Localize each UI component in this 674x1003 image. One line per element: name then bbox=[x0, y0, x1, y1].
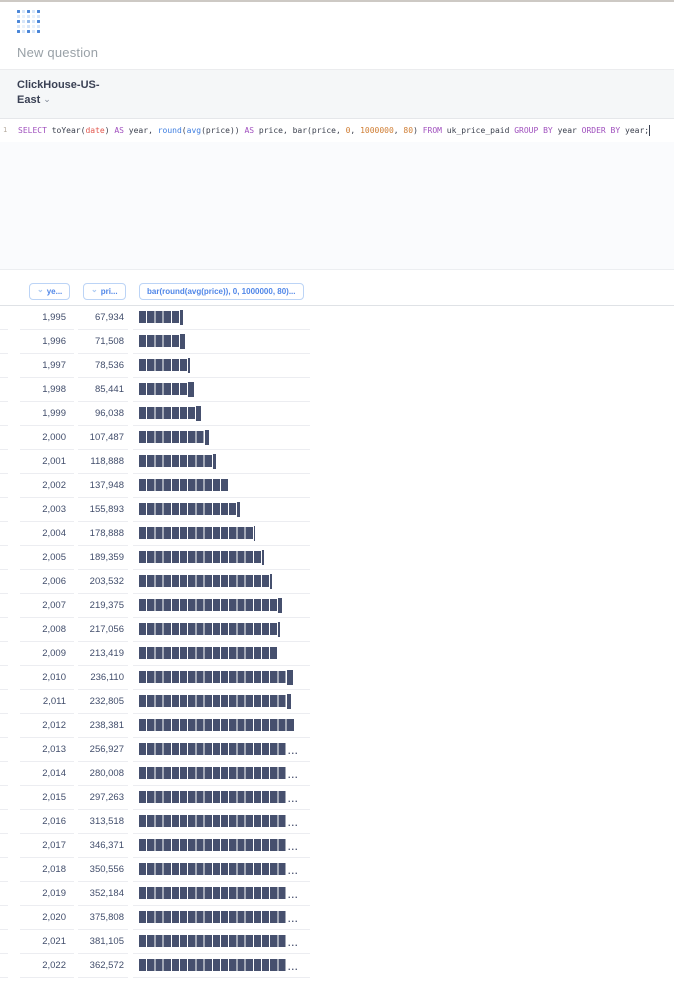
bar-glyphs bbox=[139, 358, 190, 373]
bar-cell bbox=[133, 642, 310, 666]
sql-token: year; bbox=[620, 125, 650, 135]
sql-token: date bbox=[85, 125, 105, 135]
bar-glyphs bbox=[139, 382, 194, 397]
bar-partial-block bbox=[270, 574, 272, 589]
bar-cell bbox=[133, 330, 310, 354]
bar-cell bbox=[133, 714, 310, 738]
row-gutter-cell bbox=[0, 354, 8, 378]
table-row bbox=[0, 498, 674, 522]
bar-cell bbox=[133, 858, 310, 882]
sql-token: , bbox=[393, 125, 404, 135]
bar-fill bbox=[139, 599, 277, 611]
logo-dot bbox=[32, 25, 35, 28]
row-gutter-cell bbox=[0, 858, 8, 882]
bar-glyphs bbox=[139, 430, 209, 445]
bar-fill bbox=[139, 335, 179, 347]
table-row bbox=[0, 858, 674, 882]
bar-fill bbox=[139, 647, 277, 659]
bar-partial-block bbox=[188, 382, 194, 397]
bar-cell bbox=[133, 450, 310, 474]
year-cell: 1,995 bbox=[20, 306, 74, 330]
table-row bbox=[0, 330, 674, 354]
row-gutter-cell bbox=[0, 522, 8, 546]
year-cell: 1,997 bbox=[20, 354, 74, 378]
row-gutter-cell bbox=[0, 786, 8, 810]
bar-truncation-ellipsis: ... bbox=[288, 913, 299, 924]
bar-glyphs bbox=[139, 502, 240, 517]
bar-fill bbox=[139, 743, 286, 755]
column-chip-0[interactable] bbox=[29, 283, 70, 300]
sql-token: (price)) bbox=[201, 125, 245, 135]
row-gutter-cell bbox=[0, 546, 8, 570]
price-cell: 297,263 bbox=[78, 786, 128, 810]
sql-editor-area[interactable] bbox=[0, 142, 674, 270]
year-cell: 2,022 bbox=[20, 954, 74, 978]
logo-dot bbox=[17, 20, 20, 23]
table-row bbox=[0, 666, 674, 690]
logo-dot bbox=[17, 30, 20, 33]
bar-fill bbox=[139, 959, 286, 971]
bar-cell bbox=[133, 474, 310, 498]
table-row bbox=[0, 810, 674, 834]
bar-fill bbox=[139, 671, 286, 683]
sql-token: 80 bbox=[403, 125, 414, 135]
logo-dot bbox=[17, 15, 20, 18]
sql-token: toYear( bbox=[46, 125, 86, 135]
bar-cell bbox=[133, 810, 310, 834]
logo-dot bbox=[22, 10, 25, 13]
row-gutter-cell bbox=[0, 306, 8, 330]
logo-dot bbox=[22, 20, 25, 23]
sql-token: 0 bbox=[345, 125, 351, 135]
table-row bbox=[0, 930, 674, 954]
table-row bbox=[0, 546, 674, 570]
app-header bbox=[0, 2, 674, 39]
year-cell: 2,008 bbox=[20, 618, 74, 642]
connection-name bbox=[17, 78, 657, 108]
year-cell: 2,018 bbox=[20, 858, 74, 882]
row-gutter-cell bbox=[0, 762, 8, 786]
price-cell: 96,038 bbox=[78, 402, 128, 426]
bar-truncation-ellipsis: ... bbox=[288, 961, 299, 972]
price-cell: 67,934 bbox=[78, 306, 128, 330]
bar-fill bbox=[139, 551, 261, 563]
bar-partial-block bbox=[262, 550, 264, 565]
logo-dot bbox=[27, 15, 30, 18]
bar-cell bbox=[133, 594, 310, 618]
year-cell: 2,004 bbox=[20, 522, 74, 546]
bar-glyphs bbox=[139, 598, 282, 613]
price-cell: 217,056 bbox=[78, 618, 128, 642]
bar-partial-block bbox=[213, 454, 216, 469]
text-caret bbox=[649, 125, 650, 136]
bar-partial-block bbox=[254, 526, 256, 541]
bar-truncation-ellipsis: ... bbox=[288, 889, 299, 900]
bar-fill bbox=[139, 359, 187, 371]
column-chip-label: ye... bbox=[46, 286, 63, 296]
year-cell: 2,006 bbox=[20, 570, 74, 594]
price-cell: 219,375 bbox=[78, 594, 128, 618]
bar-cell bbox=[133, 618, 310, 642]
price-cell: 350,556 bbox=[78, 858, 128, 882]
row-gutter-cell bbox=[0, 330, 8, 354]
table-row bbox=[0, 882, 674, 906]
year-cell: 2,014 bbox=[20, 762, 74, 786]
sql-token: SELECT bbox=[18, 125, 47, 135]
bar-cell bbox=[133, 786, 310, 810]
table-row bbox=[0, 450, 674, 474]
row-gutter-cell bbox=[0, 690, 8, 714]
bar-fill bbox=[139, 719, 294, 731]
bar-glyphs bbox=[139, 550, 264, 565]
logo-dot bbox=[27, 30, 30, 33]
sql-code bbox=[18, 125, 650, 136]
sql-token: 1000000 bbox=[360, 125, 394, 135]
row-gutter-cell bbox=[0, 666, 8, 690]
table-row bbox=[0, 690, 674, 714]
price-cell: 203,532 bbox=[78, 570, 128, 594]
bar-fill bbox=[139, 527, 253, 539]
price-cell: 107,487 bbox=[78, 426, 128, 450]
row-gutter-cell bbox=[0, 714, 8, 738]
bar-cell bbox=[133, 402, 310, 426]
table-row bbox=[0, 954, 674, 978]
year-cell: 1,999 bbox=[20, 402, 74, 426]
connection-selector[interactable] bbox=[0, 70, 674, 119]
logo-dot bbox=[22, 25, 25, 28]
year-cell: 1,998 bbox=[20, 378, 74, 402]
price-cell: 78,536 bbox=[78, 354, 128, 378]
price-cell: 71,508 bbox=[78, 330, 128, 354]
year-cell: 2,020 bbox=[20, 906, 74, 930]
year-cell: 2,003 bbox=[20, 498, 74, 522]
bar-glyphs bbox=[139, 719, 294, 731]
bar-glyphs bbox=[139, 670, 293, 685]
bar-cell bbox=[133, 882, 310, 906]
bar-cell bbox=[133, 906, 310, 930]
year-cell: 2,013 bbox=[20, 738, 74, 762]
bar-truncation-ellipsis: ... bbox=[288, 793, 299, 804]
page-title: New question bbox=[17, 45, 99, 60]
row-gutter-cell bbox=[0, 570, 8, 594]
bar-cell bbox=[133, 426, 310, 450]
bar-fill bbox=[139, 791, 286, 803]
row-gutter-cell bbox=[0, 594, 8, 618]
bar-glyphs bbox=[139, 791, 299, 803]
bar-partial-block bbox=[287, 694, 291, 709]
bar-partial-block bbox=[237, 502, 240, 517]
logo-dot bbox=[22, 30, 25, 33]
year-cell: 1,996 bbox=[20, 330, 74, 354]
row-gutter-cell bbox=[0, 378, 8, 402]
price-cell: 189,359 bbox=[78, 546, 128, 570]
year-cell: 2,005 bbox=[20, 546, 74, 570]
table-row bbox=[0, 738, 674, 762]
bar-fill bbox=[139, 887, 286, 899]
price-cell: 313,518 bbox=[78, 810, 128, 834]
row-gutter-cell bbox=[0, 954, 8, 978]
bar-fill bbox=[139, 839, 286, 851]
price-cell: 118,888 bbox=[78, 450, 128, 474]
logo-dot bbox=[37, 10, 40, 13]
bar-fill bbox=[139, 455, 212, 467]
bar-fill bbox=[139, 479, 228, 491]
row-gutter-cell bbox=[0, 810, 8, 834]
bar-glyphs bbox=[139, 406, 201, 421]
bar-fill bbox=[139, 911, 286, 923]
bar-glyphs bbox=[139, 334, 185, 349]
bar-glyphs bbox=[139, 622, 280, 637]
hex-logo[interactable] bbox=[17, 10, 40, 33]
sql-token: ) bbox=[104, 125, 115, 135]
sql-token: round bbox=[157, 125, 182, 135]
row-gutter-cell bbox=[0, 474, 8, 498]
row-gutter-cell bbox=[0, 834, 8, 858]
column-chip-1[interactable] bbox=[83, 283, 126, 300]
logo-dot bbox=[32, 20, 35, 23]
table-row bbox=[0, 834, 674, 858]
table-row bbox=[0, 522, 674, 546]
bar-cell bbox=[133, 666, 310, 690]
table-row bbox=[0, 618, 674, 642]
column-chip-2[interactable] bbox=[139, 283, 304, 300]
year-cell: 2,017 bbox=[20, 834, 74, 858]
logo-dot bbox=[32, 10, 35, 13]
table-row bbox=[0, 906, 674, 930]
bar-glyphs bbox=[139, 815, 299, 827]
table-row bbox=[0, 474, 674, 498]
result-rows bbox=[0, 306, 674, 978]
bar-glyphs bbox=[139, 839, 299, 851]
logo-dot bbox=[17, 10, 20, 13]
bar-truncation-ellipsis: ... bbox=[288, 865, 299, 876]
year-cell: 2,016 bbox=[20, 810, 74, 834]
year-cell: 2,009 bbox=[20, 642, 74, 666]
bar-fill bbox=[139, 935, 286, 947]
bar-partial-block bbox=[287, 670, 293, 685]
table-row bbox=[0, 306, 674, 330]
bar-cell bbox=[133, 954, 310, 978]
bar-cell bbox=[133, 570, 310, 594]
sql-token: AS bbox=[114, 125, 124, 135]
sql-token: ) bbox=[413, 125, 423, 135]
price-cell: 375,808 bbox=[78, 906, 128, 930]
bar-fill bbox=[139, 623, 277, 635]
connection-name-line2: East bbox=[17, 93, 41, 106]
sql-token: price, bar(price, bbox=[254, 125, 346, 135]
bar-glyphs bbox=[139, 310, 183, 325]
price-cell: 213,419 bbox=[78, 642, 128, 666]
bar-glyphs bbox=[139, 694, 291, 709]
year-cell: 2,010 bbox=[20, 666, 74, 690]
year-cell: 2,015 bbox=[20, 786, 74, 810]
logo-dot bbox=[27, 10, 30, 13]
chevron-down-icon: ⌄ bbox=[37, 285, 44, 295]
logo-dot bbox=[37, 25, 40, 28]
sql-token: ORDER BY bbox=[581, 125, 621, 135]
price-cell: 155,893 bbox=[78, 498, 128, 522]
bar-glyphs bbox=[139, 454, 216, 469]
bar-fill bbox=[139, 407, 195, 419]
row-gutter-cell bbox=[0, 930, 8, 954]
chevron-down-icon: ⌄ bbox=[91, 285, 98, 295]
table-row bbox=[0, 594, 674, 618]
bar-fill bbox=[139, 383, 187, 395]
bar-cell bbox=[133, 834, 310, 858]
year-cell: 2,021 bbox=[20, 930, 74, 954]
table-row bbox=[0, 354, 674, 378]
result-columns bbox=[0, 283, 674, 302]
bar-cell bbox=[133, 762, 310, 786]
line-number: 1 bbox=[3, 126, 8, 135]
sql-editor-line[interactable] bbox=[0, 119, 674, 142]
table-row bbox=[0, 762, 674, 786]
bar-glyphs bbox=[139, 935, 299, 947]
logo-dot bbox=[37, 30, 40, 33]
logo-dot bbox=[22, 15, 25, 18]
sql-token: year, bbox=[123, 125, 158, 135]
sql-token: year bbox=[552, 125, 582, 135]
price-cell: 256,927 bbox=[78, 738, 128, 762]
table-row bbox=[0, 402, 674, 426]
bar-cell bbox=[133, 522, 310, 546]
row-gutter-cell bbox=[0, 738, 8, 762]
row-gutter-cell bbox=[0, 402, 8, 426]
bar-cell bbox=[133, 930, 310, 954]
bar-partial-block bbox=[180, 334, 185, 349]
year-cell: 2,007 bbox=[20, 594, 74, 618]
price-cell: 238,381 bbox=[78, 714, 128, 738]
table-row bbox=[0, 786, 674, 810]
sql-token: FROM bbox=[422, 125, 442, 135]
bar-partial-block bbox=[205, 430, 209, 445]
logo-dot bbox=[27, 25, 30, 28]
bar-fill bbox=[139, 863, 286, 875]
bar-glyphs bbox=[139, 959, 299, 971]
price-cell: 381,105 bbox=[78, 930, 128, 954]
bar-glyphs bbox=[139, 887, 299, 899]
bar-glyphs bbox=[139, 574, 272, 589]
year-cell: 2,000 bbox=[20, 426, 74, 450]
price-cell: 137,948 bbox=[78, 474, 128, 498]
row-gutter-cell bbox=[0, 642, 8, 666]
bar-cell bbox=[133, 306, 310, 330]
bar-fill bbox=[139, 575, 269, 587]
sql-token: avg bbox=[186, 125, 202, 135]
bar-glyphs bbox=[139, 647, 277, 659]
bar-truncation-ellipsis: ... bbox=[288, 769, 299, 780]
price-cell: 236,110 bbox=[78, 666, 128, 690]
row-gutter-cell bbox=[0, 426, 8, 450]
bar-fill bbox=[139, 815, 286, 827]
year-cell: 2,001 bbox=[20, 450, 74, 474]
year-cell: 2,002 bbox=[20, 474, 74, 498]
bar-truncation-ellipsis: ... bbox=[288, 841, 299, 852]
price-cell: 232,805 bbox=[78, 690, 128, 714]
price-cell: 280,008 bbox=[78, 762, 128, 786]
logo-dot bbox=[32, 15, 35, 18]
logo-dot bbox=[32, 30, 35, 33]
bar-partial-block bbox=[278, 598, 282, 613]
connection-name-line1: ClickHouse-US- bbox=[17, 79, 100, 91]
price-cell: 85,441 bbox=[78, 378, 128, 402]
table-row bbox=[0, 378, 674, 402]
sql-token: , bbox=[350, 125, 361, 135]
bar-fill bbox=[139, 311, 179, 323]
price-cell: 178,888 bbox=[78, 522, 128, 546]
chevron-down-icon: ⌄ bbox=[43, 93, 51, 104]
bar-glyphs bbox=[139, 863, 299, 875]
column-chip-label: bar(round(avg(price)), 0, 1000000, 80)... bbox=[147, 286, 296, 296]
bar-cell bbox=[133, 738, 310, 762]
bar-truncation-ellipsis: ... bbox=[288, 817, 299, 828]
table-row bbox=[0, 714, 674, 738]
bar-cell bbox=[133, 690, 310, 714]
row-gutter-cell bbox=[0, 618, 8, 642]
bar-glyphs bbox=[139, 479, 228, 491]
sql-token: GROUP BY bbox=[514, 125, 553, 135]
bar-partial-block bbox=[278, 622, 280, 637]
bar-glyphs bbox=[139, 743, 299, 755]
column-chip-label: pri... bbox=[100, 286, 118, 296]
row-gutter-cell bbox=[0, 882, 8, 906]
row-gutter-cell bbox=[0, 450, 8, 474]
bar-fill bbox=[139, 695, 286, 707]
logo-dot bbox=[17, 25, 20, 28]
table-row bbox=[0, 426, 674, 450]
row-gutter-cell bbox=[0, 906, 8, 930]
table-row bbox=[0, 642, 674, 666]
bar-fill bbox=[139, 503, 236, 515]
bar-glyphs bbox=[139, 767, 299, 779]
year-cell: 2,019 bbox=[20, 882, 74, 906]
bar-partial-block bbox=[180, 310, 183, 325]
logo-dot bbox=[37, 20, 40, 23]
bar-cell bbox=[133, 546, 310, 570]
bar-fill bbox=[139, 431, 204, 443]
bar-cell bbox=[133, 354, 310, 378]
sql-token: ( bbox=[181, 125, 187, 135]
bar-partial-block bbox=[196, 406, 201, 421]
bar-partial-block bbox=[188, 358, 190, 373]
bar-fill bbox=[139, 767, 286, 779]
bar-truncation-ellipsis: ... bbox=[288, 745, 299, 756]
price-cell: 346,371 bbox=[78, 834, 128, 858]
bar-glyphs bbox=[139, 911, 299, 923]
bar-glyphs bbox=[139, 526, 255, 541]
year-cell: 2,012 bbox=[20, 714, 74, 738]
logo-dot bbox=[37, 15, 40, 18]
bar-cell bbox=[133, 498, 310, 522]
row-gutter-cell bbox=[0, 498, 8, 522]
logo-dot bbox=[27, 20, 30, 23]
sql-token: AS bbox=[244, 125, 255, 135]
bar-truncation-ellipsis: ... bbox=[288, 937, 299, 948]
sql-token: uk_price_paid bbox=[441, 125, 515, 135]
bar-cell bbox=[133, 378, 310, 402]
year-cell: 2,011 bbox=[20, 690, 74, 714]
price-cell: 362,572 bbox=[78, 954, 128, 978]
table-row bbox=[0, 570, 674, 594]
price-cell: 352,184 bbox=[78, 882, 128, 906]
